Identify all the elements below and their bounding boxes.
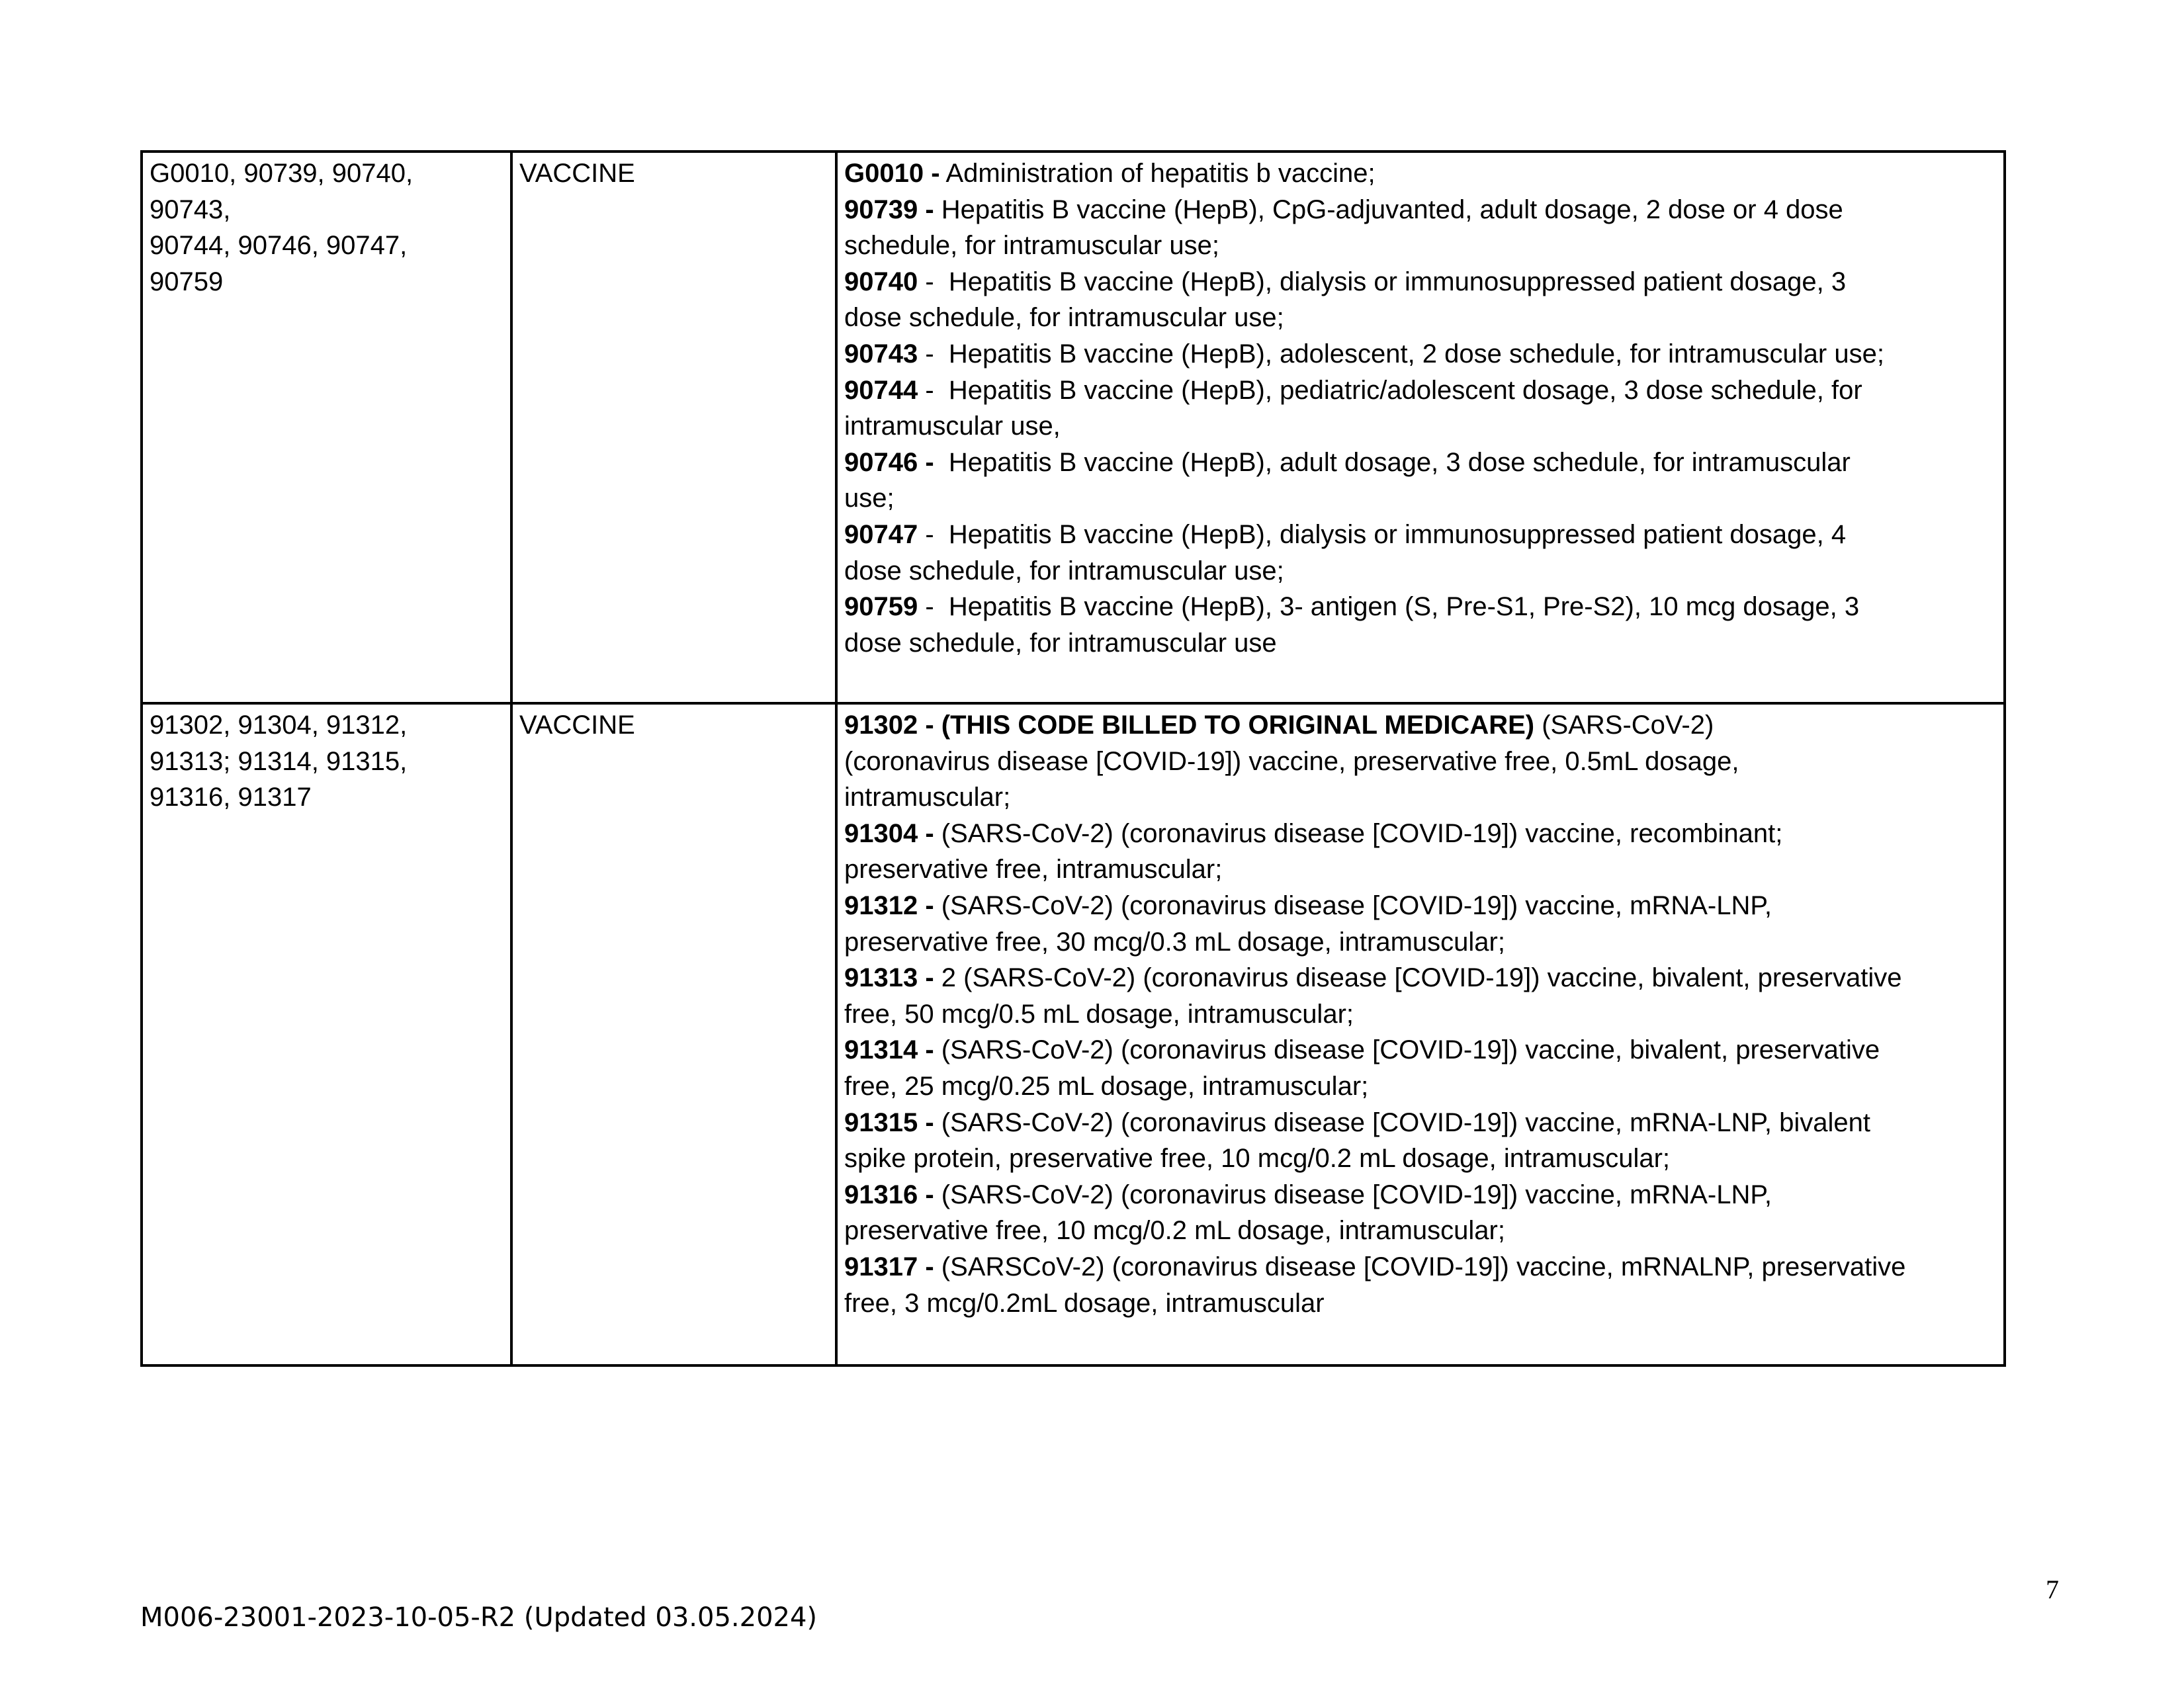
description-entry <box>844 888 1998 960</box>
code-label: 90739 - <box>844 195 934 224</box>
code-label: 91316 - <box>844 1180 934 1209</box>
table-row <box>142 703 2005 1365</box>
description-text: dose schedule, for intramuscular use; <box>844 556 1284 585</box>
code-label: 90740 <box>844 267 918 296</box>
table-row <box>142 151 2005 703</box>
code-label: 91317 - <box>844 1252 934 1281</box>
code-label: 91313 - <box>844 963 934 993</box>
description-text: - Hepatitis B vaccine (HepB), pediatric/adolescent dosage, 3 dose schedule, for <box>918 375 1862 405</box>
description-text: (SARS-CoV-2) <box>1534 711 1714 740</box>
description-cell <box>836 151 2005 703</box>
description-line <box>844 372 1998 409</box>
codes-line: 91316, 91317 <box>150 783 312 812</box>
codes-cell <box>142 703 511 1365</box>
code-label: 91314 - <box>844 1035 934 1065</box>
category-cell <box>511 703 836 1365</box>
description-text: (SARS-CoV-2) (coronavirus disease [COVID-19]) vaccine, mRNA-LNP, <box>934 890 1772 920</box>
description-line <box>844 851 1998 888</box>
description-text: (SARS-CoV-2) (coronavirus disease [COVID-19]) vaccine, mRNA-LNP, <box>934 1180 1772 1209</box>
description-entry <box>844 155 1998 192</box>
code-label: 91302 - (THIS CODE BILLED TO ORIGINAL MEDICARE) <box>844 711 1535 740</box>
codes-line: G0010, 90739, 90740, <box>150 159 414 188</box>
description-line <box>844 589 1998 625</box>
description-line <box>844 816 1998 852</box>
description-text: schedule, for intramuscular use; <box>844 231 1219 261</box>
description-line <box>844 1249 1998 1285</box>
description-entry <box>844 707 1998 816</box>
description-line <box>844 553 1998 589</box>
description-line <box>844 155 1998 192</box>
vaccine-codes-table <box>140 150 2006 1367</box>
code-label: 91304 - <box>844 818 934 848</box>
description-line <box>844 707 1998 744</box>
page-number: 7 <box>2046 1575 2059 1604</box>
description-line <box>844 960 1998 996</box>
description-text: preservative free, 30 mcg/0.3 mL dosage, intramuscular; <box>844 927 1505 957</box>
codes-line: 90743, <box>150 195 231 224</box>
description-entry <box>844 517 1998 589</box>
description-text: use; <box>844 484 895 513</box>
description-entry <box>844 1249 1998 1321</box>
description-text: (SARS-CoV-2) (coronavirus disease [COVID-19]) vaccine, bivalent, preservative <box>934 1035 1880 1065</box>
description-entry <box>844 589 1998 661</box>
description-text: intramuscular; <box>844 783 1011 812</box>
description-line <box>844 445 1998 481</box>
code-label: 90759 <box>844 592 918 622</box>
description-entry <box>844 960 1998 1032</box>
description-line <box>844 1068 1998 1105</box>
code-label: 90744 <box>844 375 918 405</box>
description-entry <box>844 1032 1998 1104</box>
description-line <box>844 1285 1998 1322</box>
codes-line: 91313; 91314, 91315, <box>150 746 408 776</box>
description-line <box>844 1177 1998 1213</box>
description-line <box>844 336 1998 372</box>
category-label: VACCINE <box>519 159 635 188</box>
description-line <box>844 779 1998 816</box>
description-text: (coronavirus disease [COVID-19]) vaccine, preservative free, 0.5mL dosage, <box>844 746 1739 776</box>
description-line <box>844 480 1998 517</box>
description-text: intramuscular use, <box>844 411 1061 441</box>
code-label: 90747 <box>844 519 918 549</box>
description-entry <box>844 445 1998 517</box>
document-id-footer: M006-23001-2023-10-05-R2 (Updated 03.05.2024) <box>140 1602 818 1633</box>
description-line <box>844 1105 1998 1141</box>
code-label: 91312 - <box>844 890 934 920</box>
description-text: - Hepatitis B vaccine (HepB), dialysis or immunosuppressed patient dosage, 4 <box>918 519 1847 549</box>
description-text: (SARS-CoV-2) (coronavirus disease [COVID-19]) vaccine, recombinant; <box>934 818 1783 848</box>
description-line <box>844 264 1998 300</box>
description-text: preservative free, 10 mcg/0.2 mL dosage, intramuscular; <box>844 1216 1505 1246</box>
description-text: Administration of hepatitis b vaccine; <box>939 159 1376 188</box>
description-line <box>844 1032 1998 1068</box>
description-entry <box>844 336 1998 372</box>
description-entry <box>844 1177 1998 1249</box>
codes-line: 90759 <box>150 267 224 296</box>
category-cell <box>511 151 836 703</box>
description-text: Hepatitis B vaccine (HepB), CpG-adjuvanted, adult dosage, 2 dose or 4 dose <box>934 195 1843 224</box>
description-text: 2 (SARS-CoV-2) (coronavirus disease [COVID-19]) vaccine, bivalent, preservative <box>934 963 1902 993</box>
category-label: VACCINE <box>519 711 635 740</box>
description-line <box>844 300 1998 336</box>
description-entry <box>844 264 1998 336</box>
description-entry <box>844 372 1998 445</box>
description-entry <box>844 816 1998 888</box>
description-line <box>844 1141 1998 1177</box>
codes-line: 91302, 91304, 91312, <box>150 711 408 740</box>
description-text: dose schedule, for intramuscular use; <box>844 303 1284 333</box>
code-label: 90743 <box>844 339 918 368</box>
description-text: Hepatitis B vaccine (HepB), adult dosage, 3 dose schedule, for intramuscular <box>934 447 1851 477</box>
description-line <box>844 1213 1998 1249</box>
description-line <box>844 924 1998 961</box>
description-text: free, 3 mcg/0.2mL dosage, intramuscular <box>844 1288 1325 1318</box>
description-entry <box>844 192 1998 264</box>
description-text: spike protein, preservative free, 10 mcg/0.2 mL dosage, intramuscular; <box>844 1144 1671 1174</box>
description-text: - Hepatitis B vaccine (HepB), dialysis or immunosuppressed patient dosage, 3 <box>918 267 1847 296</box>
description-text: - Hepatitis B vaccine (HepB), adolescent, 2 dose schedule, for intramuscular use; <box>918 339 1884 368</box>
code-label: 90746 - <box>844 447 934 477</box>
description-line <box>844 888 1998 924</box>
codes-cell <box>142 151 511 703</box>
description-entry <box>844 1105 1998 1177</box>
description-text: (SARSCoV-2) (coronavirus disease [COVID-19]) vaccine, mRNALNP, preservative <box>934 1252 1906 1281</box>
description-line <box>844 625 1998 662</box>
description-line <box>844 996 1998 1033</box>
codes-line: 90744, 90746, 90747, <box>150 231 408 261</box>
description-line <box>844 517 1998 553</box>
description-line <box>844 228 1998 264</box>
description-text: (SARS-CoV-2) (coronavirus disease [COVID-19]) vaccine, mRNA-LNP, bivalent <box>934 1107 1870 1137</box>
code-label: 91315 - <box>844 1107 934 1137</box>
description-cell <box>836 703 2005 1365</box>
description-line <box>844 192 1998 228</box>
description-line <box>844 408 1998 445</box>
description-text: - Hepatitis B vaccine (HepB), 3- antigen (S, Pre-S1, Pre-S2), 10 mcg dosage, 3 <box>918 592 1860 622</box>
description-text: preservative free, intramuscular; <box>844 855 1223 885</box>
description-text: free, 25 mcg/0.25 mL dosage, intramuscular; <box>844 1071 1369 1101</box>
description-text: dose schedule, for intramuscular use <box>844 628 1277 658</box>
description-line <box>844 744 1998 780</box>
description-text: free, 50 mcg/0.5 mL dosage, intramuscular; <box>844 999 1354 1029</box>
code-label: G0010 - <box>844 159 940 188</box>
